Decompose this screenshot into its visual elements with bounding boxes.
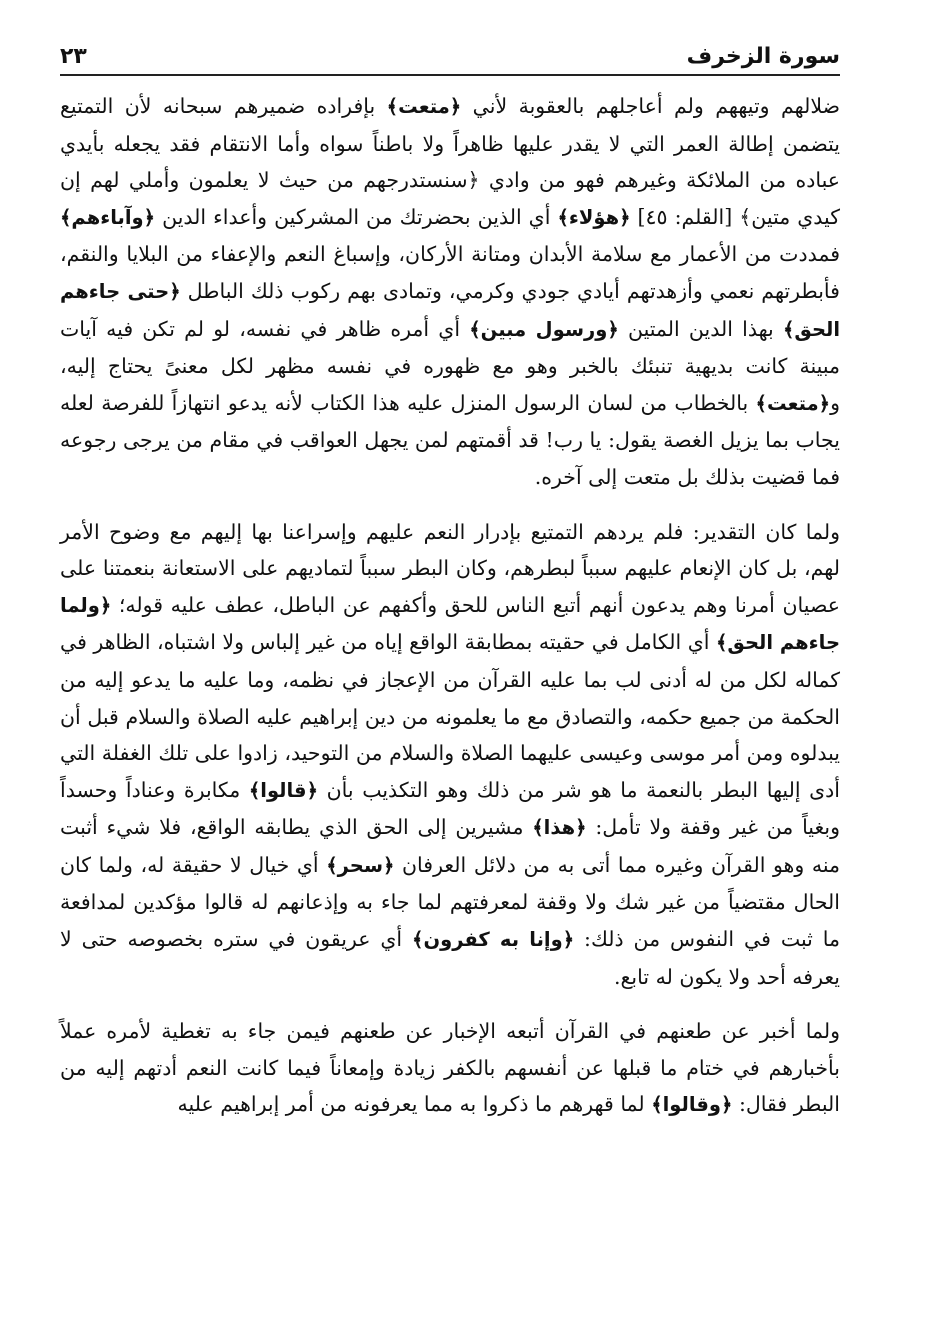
text-segment: ﴿سنستدرجهم من حيث لا يعلمون وأملي لهم إن كيدي متين﴾ [60, 168, 841, 229]
text-segment: أي عريقون في ستره بخصوصه حتى لا يعرفه أحد ولا يكون له تابع. [60, 927, 840, 989]
surah-title: سورة الزخرف [686, 44, 840, 69]
body-text [60, 88, 840, 1124]
text-segment: فمددت من الأعمار مع سلامة الأبدان ومتانة الأركان، وإسباغ النعم والإعفاء من البلايا والنقم، فأبطرتهم نعمي وأزهدتهم أيادي جودي وكرمي، وتمادى بهم ركوب ذلك الباطل [60, 242, 840, 303]
text-segment: أي الذين بحضرتك من المشركين وأعداء الدين [155, 204, 558, 229]
text-segment: أي الكامل في حقيته بمطابقة الواقع إياه من غير إلباس ولا اشتباه، الظاهر في كماله لكل من له أدنى لب بما عليه القرآن من الإعجاز في نظمه، وما عليه ما يدعو إليه من الحكمة من جميع حكمه، والتصادق مع ما يعلمونه من دين إبراهيم عليه الصلاة والسلام قبل أن يبدلوه ومن أمر موسى وعيسى عليهما الصلاة والسلام من التوحيد، زادوا على تلك الغفلة التي أدى إليها البطر بالنعمة ما هو شر من ذلك وهو التكذيب بأن [60, 630, 841, 802]
text-segment: بهذا الدين المتين [618, 316, 783, 341]
quran-phrase: ﴿وآباءهم﴾ [60, 205, 156, 229]
text-segment: أي خيال لا حقيقة له، ولما كان الحال مقتضياً من غير شك ولا وقفة لمعرفتهم لما جاء به وإذعانهم له قالوا مؤكدين لمدافعة ما ثبت في النفوس من ذلك: [60, 852, 840, 952]
text-segment: ضلالهم وتيههم ولم أعاجلهم بالعقوبة لأني [461, 94, 841, 118]
text-segment: ولما أخبر عن طعنهم في القرآن أتبعه الإخبار عن طعنهم فيمن جاء به تغطية لأمره عملاً بأخبارهم في ختام ما قبلها عن أنفسهم بالكفر زيادة وإمعاناً فيما كانت النعم أدتهم إليه من البطر فقال: [60, 1019, 840, 1117]
quran-phrase: ﴿سحر﴾ [326, 853, 395, 877]
text-segment: مكابرة وعناداً وحسداً وبغياً من غير وقفة ولا تأمل: [60, 777, 840, 840]
text-segment: بإفراده ضميرهم سبحانه لأن التمتيع يتضمن إطالة العمر التي لا يقدر عليها ظاهراً ولا باطناً سواه وأما الانتقام فقد يجعله بأيدي عباده من الملائكة وغيرهم فهو من وادي [60, 94, 840, 193]
quran-phrase: ﴿حتى جاءهم الحق﴾ [60, 279, 840, 341]
quran-phrase: ﴿وإنا به كفرون﴾ [412, 928, 575, 952]
quran-phrase: ﴿هؤلاء﴾ [557, 205, 631, 229]
quran-phrase: ﴿هذا﴾ [532, 816, 587, 840]
quran-phrase: ﴿متعت﴾ [386, 95, 462, 118]
quran-phrase: ﴿وقالوا﴾ [651, 1093, 733, 1117]
page-header [60, 40, 840, 76]
text-segment: [القلم: ٤٥] [630, 204, 740, 229]
page-number: ٢٣ [60, 44, 87, 69]
quran-phrase: ﴿قالوا﴾ [248, 778, 319, 802]
paragraph [60, 88, 840, 496]
paragraph [60, 1013, 840, 1124]
text-segment: ولما كان التقدير: فلم يردهم التمتيع بإدرار النعم عليهم وإسراعنا بها إليهم مع وضوح الأمر لهم، بل كان الإنعام عليهم سبباً لبطرهم، وكان البطر سبباً لتماديهم على الاستعانة بنعمتنا على عصيان أمرنا وهم يدعون أنهم أتبع الناس للحق وأكفهم عن الباطل، عطف عليه قوله؛ [60, 519, 840, 617]
paragraph [60, 514, 840, 996]
quran-phrase: ﴿ولما جاءهم الحق﴾ [60, 593, 840, 655]
book-page [60, 40, 840, 1124]
quran-phrase: ﴿متعت﴾ [755, 391, 831, 415]
text-segment: مشيرين إلى الحق الذي يطابقه الواقع، فلا شيء أثبت منه وهو القرآن وغيره مما أتى به من دلائل العرفان [60, 815, 840, 877]
text-segment: أي أمره ظاهر في نفسه، لو لم تكن فيه آيات مبينة كانت بديهية تنبئك بالخبر وهو مع ظهوره في نفسه مظهر لكل معنىً يحتاج إليه، و [60, 316, 840, 415]
quran-phrase: ﴿ورسول مبين﴾ [469, 317, 619, 341]
text-segment: لما قهرهم ما ذكروا به مما يعرفونه من أمر إبراهيم عليه [177, 1092, 652, 1117]
text-segment: بالخطاب من لسان الرسول المنزل عليه هذا الكتاب لأنه يدعو انتهازاً للفرصة لعله يجاب بما يزيل الغصة يقول: يا رب! قد أقمتهم لمن يجهل العواقب في مقام من يرجى رجوعه فما قضيت بذلك بل متعت إلى آخره. [60, 390, 840, 489]
